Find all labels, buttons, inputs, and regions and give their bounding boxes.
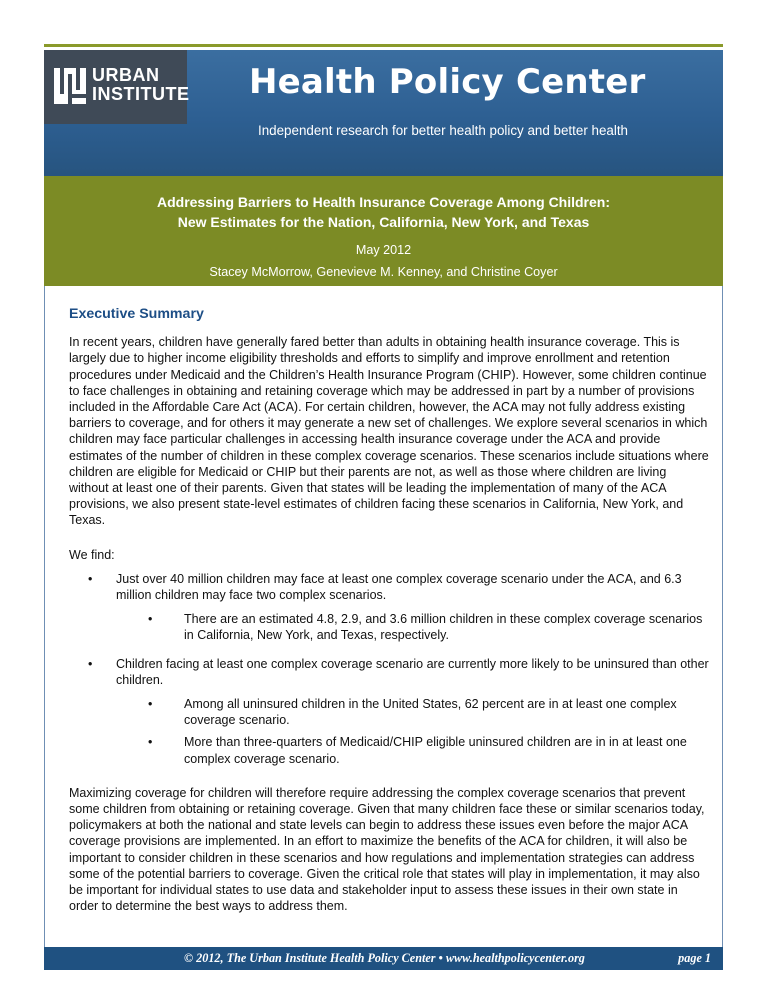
section-heading: Executive Summary [69, 306, 204, 322]
report-title-line-2: New Estimates for the Nation, California, New York, and Texas [177, 214, 590, 230]
report-title-band [44, 176, 723, 286]
page-number: page 1 [678, 951, 711, 965]
sub-finding-text: More than three-quarters of Medicaid/CHIP eligible uninsured children are in in at least one complex coverage scenario. [184, 735, 687, 766]
conclusion-paragraph: Maximizing coverage for children will therefore require addressing the complex coverage scenarios that prevent some children from obtaining or retaining coverage. Given that many children face these or similar scenarios today, policymakers at both the national and state levels can begin to address these issues even before the major ACA coverage provisions are implemented. In an effort to maximize the benefits of the ACA for children, it will also be important to consider children in these scenarios and how regulations and implementation strategies can address some of the potential barriers to coverage. Given the critical role that states will play in implementation, it may also be important for individual states to use data and stakeholder input to assess these issues in their own state in order to determine the best ways to address them. [69, 785, 705, 914]
executive-summary [69, 306, 709, 915]
page-frame [44, 44, 723, 970]
sub-findings-list [116, 611, 709, 643]
intro-paragraph: In recent years, children have generally fared better than adults in obtaining health insurance coverage. This is largely due to higher income eligibility thresholds and efforts to simplify and improve enrollment and retention procedures under Medicaid and the Children’s Health Insurance Program (CHIP). However, some children continue to face challenges in obtaining and retaining coverage which may be addressed in part by a number of provisions included in the Affordable Care Act (ACA). For certain children, however, the ACA may not fully address existing barriers to coverage, and for others it may generate a new set of challenges. We explore several scenarios in which children may face particular challenges in accessing health insurance coverage under the ACA and provide estimates of the number of children in these complex coverage scenarios. These scenarios include situations where children are eligible for Medicaid or CHIP but their parents are not, as well as those where children are living without at least one of their parents. Given that states will be leading the implementation of many of the ACA provisions, we also present state-level estimates of children facing these scenarios in California, New York, and Texas. [69, 335, 709, 528]
we-find-label: We find: [69, 547, 115, 562]
sub-findings-list [116, 696, 709, 767]
banner-subtitle: Independent research for better health policy and better health [258, 123, 628, 138]
list-item [116, 696, 709, 728]
urban-institute-logo-icon [54, 68, 86, 104]
sub-finding-text: There are an estimated 4.8, 2.9, and 3.6 million children in these complex coverage scenarios in California, New York, and Texas, respectively. [184, 612, 703, 643]
banner-title: Health Policy Center [249, 62, 646, 102]
report-authors: Stacey McMorrow, Genevieve M. Kenney, and Christine Coyer [209, 265, 558, 279]
sub-finding-text: Among all uninsured children in the United States, 62 percent are in at least one complex coverage scenario. [184, 697, 677, 728]
left-border [44, 286, 45, 948]
finding-text: Just over 40 million children may face at least one complex coverage scenario under the ACA, and 6.3 million children may face two complex scenarios. [116, 571, 682, 603]
bullet-icon: • [148, 735, 153, 750]
page-footer [44, 947, 723, 970]
list-item [69, 656, 709, 767]
header-banner [44, 50, 723, 176]
bullet-icon: • [88, 656, 93, 671]
report-title-line-1: Addressing Barriers to Health Insurance Coverage Among Children: [156, 194, 611, 210]
findings-list [69, 571, 709, 767]
logo-text [92, 66, 190, 104]
footer-copyright: © 2012, The Urban Institute Health Policy Center • www.healthpolicycenter.org [184, 951, 585, 965]
list-item [116, 611, 709, 643]
bullet-icon: • [148, 697, 153, 712]
bullet-icon: • [88, 571, 93, 586]
report-title [44, 192, 723, 232]
top-rule [44, 44, 723, 47]
list-item [69, 571, 709, 644]
logo-line-2: INSTITUTE [92, 84, 190, 104]
list-item [116, 734, 709, 766]
urban-institute-logo [44, 50, 190, 124]
bullet-icon: • [148, 612, 153, 627]
logo-line-1: URBAN [92, 65, 160, 85]
right-border [722, 286, 723, 948]
report-date: May 2012 [355, 243, 412, 257]
finding-text: Children facing at least one complex coverage scenario are currently more likely to be uninsured than other children. [116, 656, 709, 687]
